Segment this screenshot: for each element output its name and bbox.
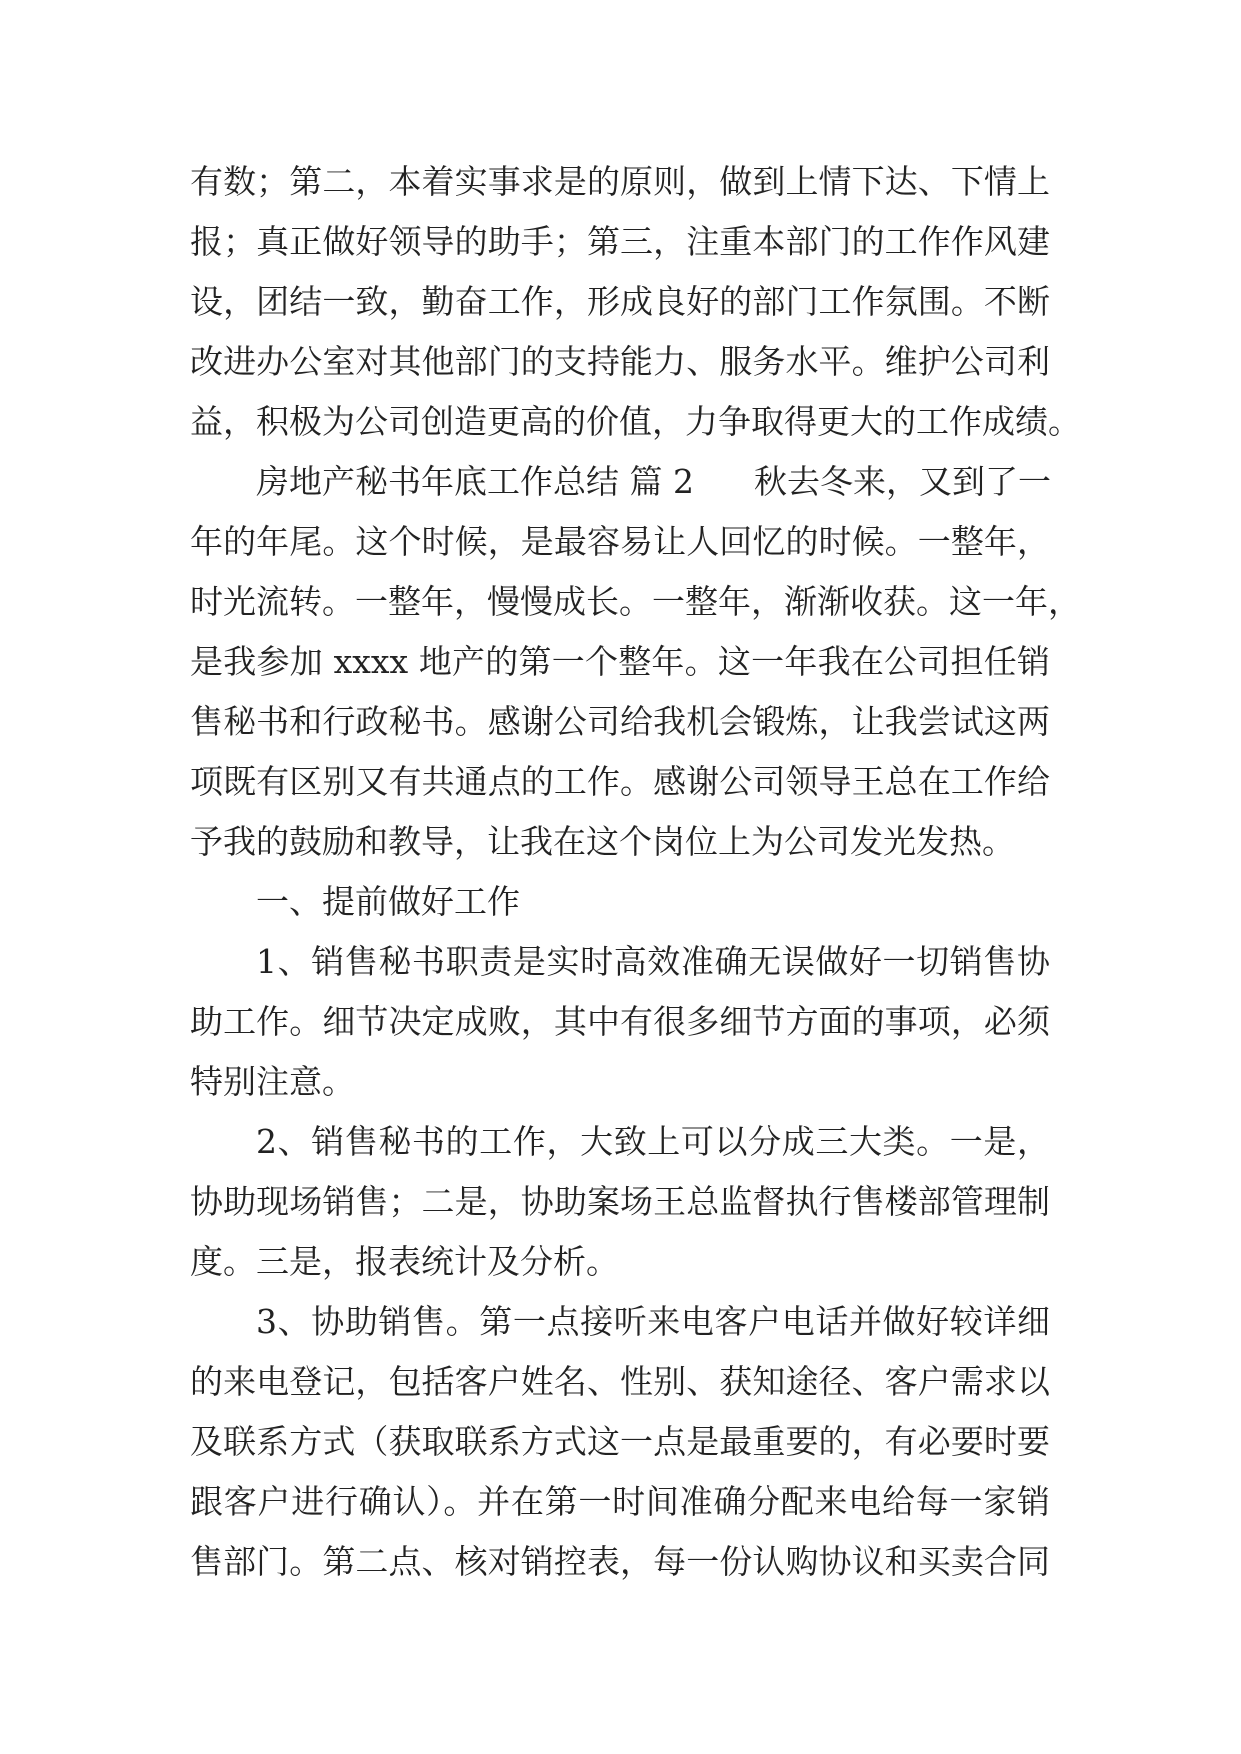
text-line: 年的年尾。这个时候，是最容易让人回忆的时候。一整年， [190, 522, 1050, 561]
text-line: 售秘书和行政秘书。感谢公司给我机会锻炼，让我尝试这两 [190, 702, 1050, 741]
text-line: 时光流转。一整年，慢慢成长。一整年，渐渐收获。这一年， [190, 582, 1081, 621]
text-line: 设，团结一致，勤奋工作，形成良好的部门工作氛围。不断 [190, 282, 1050, 321]
text-line: 跟客户进行确认）。并在第一时间准确分配来电给每一家销 [190, 1482, 1050, 1521]
text-line: 是我参加 xxxx 地产的第一个整年。这一年我在公司担任销 [190, 642, 1050, 681]
text-line: 2、销售秘书的工作，大致上可以分成三大类。一是， [256, 1122, 1050, 1161]
text-line: 1、销售秘书职责是实时高效准确无误做好一切销售协 [256, 942, 1050, 981]
text-line: 售部门。第二点、核对销控表，每一份认购协议和买卖合同 [190, 1542, 1050, 1581]
subheading: 一、提前做好工作 [256, 882, 520, 921]
text-line: 特别注意。 [190, 1062, 355, 1101]
text-fragment: 秋去冬来，又到了一 [753, 462, 1051, 501]
text-line: 的来电登记，包括客户姓名、性别、获知途径、客户需求以 [190, 1362, 1050, 1401]
text-line: 助工作。细节决定成败，其中有很多细节方面的事项，必须 [190, 1002, 1050, 1041]
text-line: 3、协助销售。第一点接听来电客户电话并做好较详细 [256, 1302, 1050, 1341]
text-line: 报；真正做好领导的助手；第三，注重本部门的工作作风建 [190, 222, 1050, 261]
section-heading-line [190, 452, 1050, 512]
text-line: 益，积极为公司创造更高的价值，力争取得更大的工作成绩。 [190, 402, 1081, 441]
text-line: 度。三是，报表统计及分析。 [190, 1242, 619, 1281]
text-line: 协助现场销售；二是，协助案场王总监督执行售楼部管理制 [190, 1182, 1050, 1221]
section-title: 房地产秘书年底工作总结 篇 2 [256, 462, 694, 501]
text-line: 项既有区别又有共通点的工作。感谢公司领导王总在工作给 [190, 762, 1050, 801]
text-line: 及联系方式（获取联系方式这一点是最重要的，有必要时要 [190, 1422, 1050, 1461]
text-line: 有数；第二，本着实事求是的原则，做到上情下达、下情上 [190, 162, 1050, 201]
text-line: 改进办公室对其他部门的支持能力、服务水平。维护公司利 [190, 342, 1050, 381]
document-body [190, 152, 1081, 1592]
text-line: 予我的鼓励和教导，让我在这个岗位上为公司发光发热。 [190, 822, 1015, 861]
